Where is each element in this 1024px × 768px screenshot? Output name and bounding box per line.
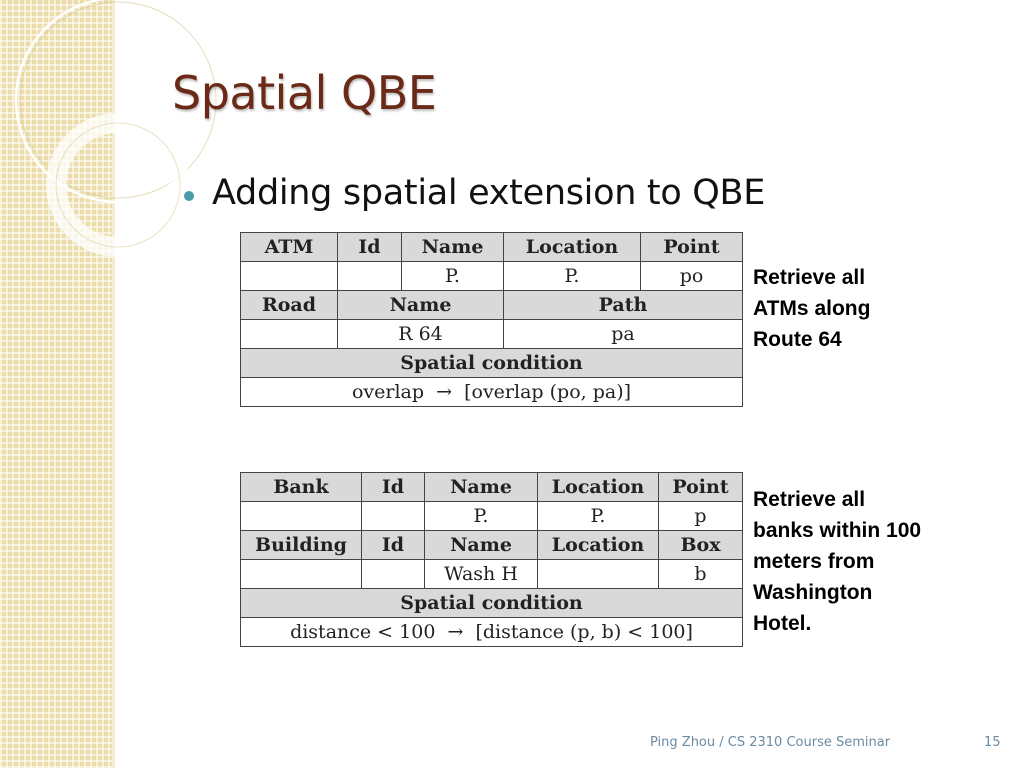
table-cell: P. <box>504 262 641 291</box>
table-row <box>241 233 743 262</box>
atm-route-query-table <box>240 232 743 407</box>
table-row <box>241 560 743 589</box>
table-cell: P. <box>538 502 659 531</box>
query-note-bank <box>753 484 993 639</box>
table-cell: P. <box>402 262 504 291</box>
bank-distance-query-table <box>240 472 743 647</box>
spatial-condition-header: Spatial condition <box>241 349 743 378</box>
spatial-condition-cell: distance < 100 → [distance (p, b) < 100] <box>241 618 743 647</box>
table-header-cell: Road <box>241 291 338 320</box>
table-row <box>241 589 743 618</box>
footer-text: Ping Zhou / CS 2310 Course Seminar <box>650 735 891 750</box>
note-line: ATMs along <box>753 297 871 320</box>
table-header-cell: Bank <box>241 473 362 502</box>
table-header-cell: Location <box>504 233 641 262</box>
table-header-cell: Location <box>538 531 659 560</box>
table-cell: po <box>641 262 743 291</box>
note-line: Washington <box>753 581 873 604</box>
table-cell: P. <box>425 502 538 531</box>
table-row <box>241 502 743 531</box>
note-line: Route 64 <box>753 328 842 351</box>
table-cell <box>241 262 338 291</box>
table-header-cell: Name <box>402 233 504 262</box>
table-cell: p <box>659 502 743 531</box>
spatial-condition-cell: overlap → [overlap (po, pa)] <box>241 378 743 407</box>
table-header-cell: Id <box>338 233 402 262</box>
table-header-cell: Building <box>241 531 362 560</box>
table-row <box>241 262 743 291</box>
table-row <box>241 618 743 647</box>
table-cell <box>338 262 402 291</box>
note-line: Retrieve all <box>753 266 866 289</box>
note-line: meters from <box>753 550 875 573</box>
slide-title: Spatial QBE <box>172 66 437 120</box>
table-cell: pa <box>504 320 743 349</box>
query-note-atm <box>753 262 953 355</box>
table-row <box>241 378 743 407</box>
table-row <box>241 531 743 560</box>
bullet-icon <box>184 191 194 201</box>
table-cell: R 64 <box>338 320 504 349</box>
table-cell: Wash H <box>425 560 538 589</box>
table-header-cell: Name <box>425 473 538 502</box>
table-row <box>241 320 743 349</box>
table-header-cell: ATM <box>241 233 338 262</box>
table-cell <box>241 560 362 589</box>
table-cell: b <box>659 560 743 589</box>
table-row <box>241 349 743 378</box>
table-header-cell: Id <box>362 531 425 560</box>
table-header-cell: Box <box>659 531 743 560</box>
bullet-text: Adding spatial extension to QBE <box>212 173 766 213</box>
table-header-cell: Name <box>425 531 538 560</box>
spatial-condition-header: Spatial condition <box>241 589 743 618</box>
table-header-cell: Id <box>362 473 425 502</box>
table-cell <box>362 560 425 589</box>
table-header-cell: Point <box>659 473 743 502</box>
table-header-cell: Location <box>538 473 659 502</box>
table-header-cell: Path <box>504 291 743 320</box>
table-header-cell: Name <box>338 291 504 320</box>
table-row <box>241 473 743 502</box>
note-line: banks within 100 <box>753 519 922 542</box>
note-line: Hotel. <box>753 612 812 635</box>
decorative-circles <box>0 0 200 260</box>
note-line: Retrieve all <box>753 488 866 511</box>
table-cell <box>241 320 338 349</box>
page-number: 15 <box>984 735 1001 750</box>
table-cell <box>362 502 425 531</box>
table-header-cell: Point <box>641 233 743 262</box>
table-row <box>241 291 743 320</box>
table-cell <box>538 560 659 589</box>
table-cell <box>241 502 362 531</box>
